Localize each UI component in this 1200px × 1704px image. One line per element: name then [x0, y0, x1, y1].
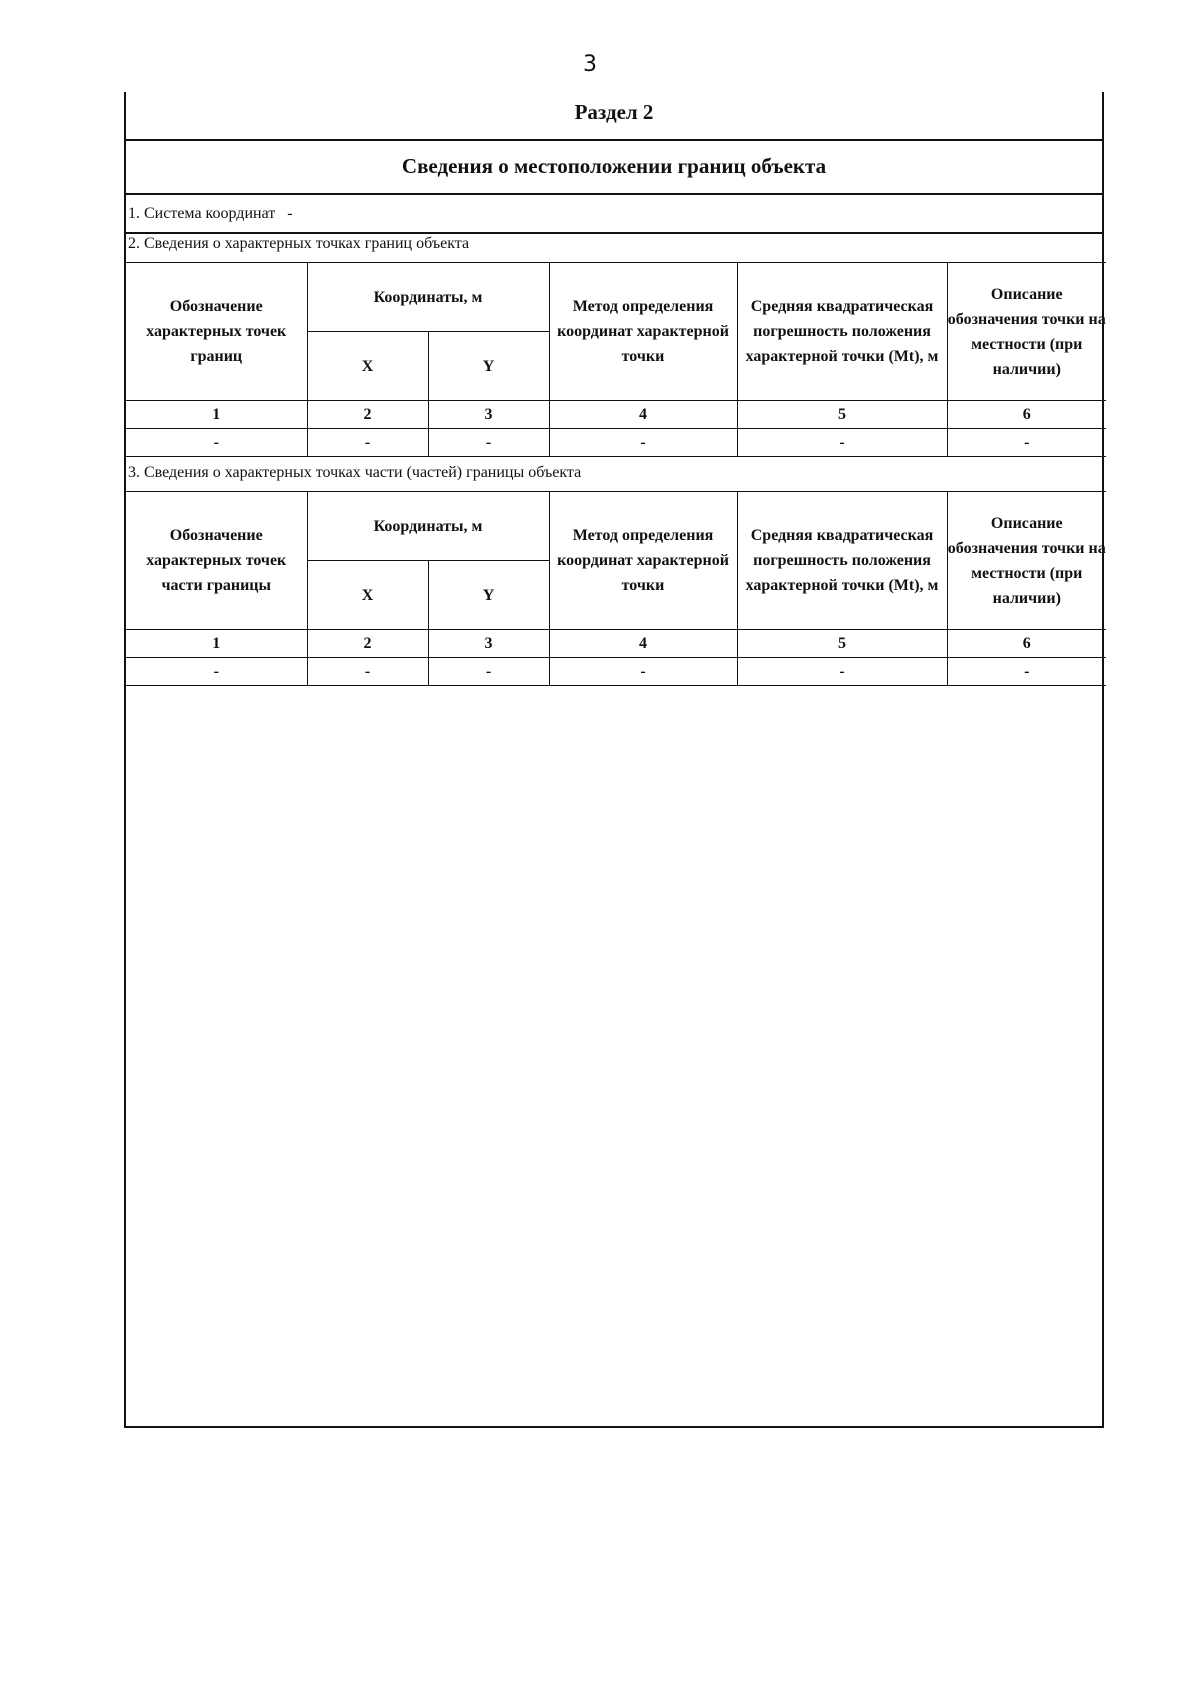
- header-description: Описание обозначения точки на местности (при наличии): [947, 263, 1106, 401]
- header-point-designation: Обозначение характерных точек границ: [126, 263, 307, 401]
- header-y: Y: [428, 561, 549, 630]
- table-cell: -: [126, 429, 307, 457]
- table-cell: -: [307, 429, 428, 457]
- table2-caption: 3. Сведения о характерных точках части (частей) границы объекта: [128, 464, 582, 481]
- header-coordinates: Координаты, м: [307, 263, 549, 332]
- table-cell: -: [428, 429, 549, 457]
- header-error: [737, 263, 947, 401]
- header-error-text: Средняя квадратическая погрешность положения характерной точки (Mt), м: [745, 298, 939, 365]
- header-description: Описание обозначения точки на местности (при наличии): [947, 492, 1106, 630]
- column-number: 4: [549, 401, 737, 429]
- coord-system-row: [128, 205, 293, 223]
- document-frame: [124, 92, 1104, 1428]
- column-number: 6: [947, 401, 1106, 429]
- table-cell: -: [428, 658, 549, 686]
- column-number: 2: [307, 401, 428, 429]
- coord-system-label: 1. Система координат: [128, 205, 276, 222]
- table-row: [126, 429, 1106, 457]
- part-boundary-points-table: [126, 491, 1106, 686]
- header-x: X: [307, 332, 428, 401]
- column-number: 3: [428, 401, 549, 429]
- table-cell: -: [307, 658, 428, 686]
- column-number: 5: [737, 401, 947, 429]
- divider: [126, 139, 1102, 141]
- column-number: 2: [307, 630, 428, 658]
- column-number: 1: [126, 401, 307, 429]
- table-cell: -: [947, 429, 1106, 457]
- divider: [126, 232, 1102, 234]
- divider: [126, 193, 1102, 195]
- table1-caption: 2. Сведения о характерных точках границ объекта: [128, 235, 470, 252]
- header-error: [737, 492, 947, 630]
- boundary-points-table: [126, 262, 1106, 457]
- header-y: Y: [428, 332, 549, 401]
- page-number: 3: [583, 52, 597, 77]
- header-method: Метод определения координат характерной точки: [549, 492, 737, 630]
- column-number-row: [126, 630, 1106, 658]
- coord-system-value: -: [287, 205, 293, 222]
- table-row: [126, 658, 1106, 686]
- header-point-designation: Обозначение характерных точек части границы: [126, 492, 307, 630]
- column-number: 6: [947, 630, 1106, 658]
- table-cell: -: [947, 658, 1106, 686]
- header-x: X: [307, 561, 428, 630]
- column-number-row: [126, 401, 1106, 429]
- header-error-text: Средняя квадратическая погрешность положения характерной точки (Mt), м: [745, 527, 939, 594]
- column-number: 1: [126, 630, 307, 658]
- table-cell: -: [737, 429, 947, 457]
- header-method: Метод определения координат характерной точки: [549, 263, 737, 401]
- table-cell: -: [549, 429, 737, 457]
- table-cell: -: [126, 658, 307, 686]
- table-cell: -: [549, 658, 737, 686]
- section-title: Раздел 2: [574, 100, 654, 124]
- header-coordinates: Координаты, м: [307, 492, 549, 561]
- column-number: 5: [737, 630, 947, 658]
- section-heading: Сведения о местоположении границ объекта: [401, 154, 827, 178]
- column-number: 4: [549, 630, 737, 658]
- column-number: 3: [428, 630, 549, 658]
- table-cell: -: [737, 658, 947, 686]
